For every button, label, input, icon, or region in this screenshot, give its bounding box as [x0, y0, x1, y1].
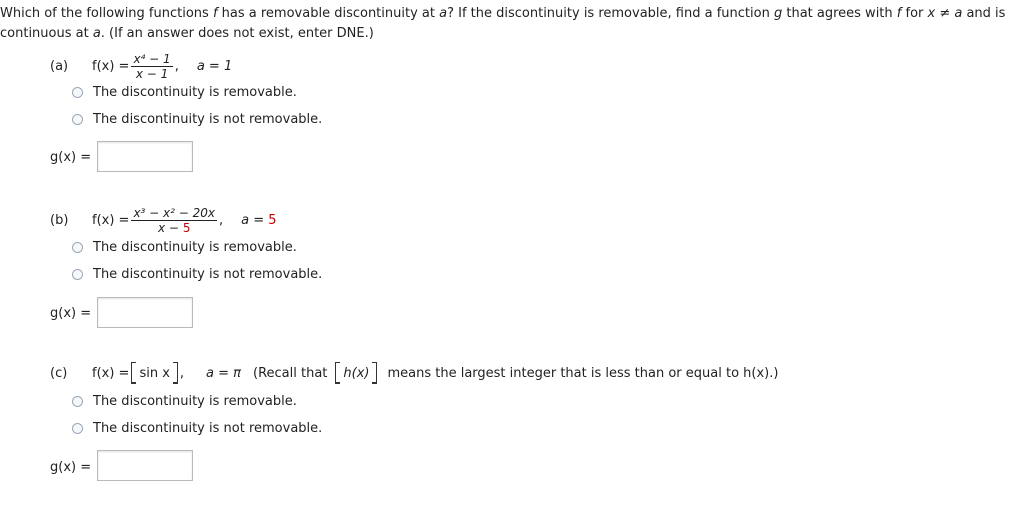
- radio-button[interactable]: [72, 396, 83, 407]
- floor-inner: sin x: [139, 365, 170, 381]
- part-b-label: (b): [50, 213, 69, 228]
- floor-inner: h(x): [343, 365, 370, 381]
- option-label: The discontinuity is not removable.: [93, 112, 323, 127]
- radio-button[interactable]: [72, 269, 83, 280]
- part-a-label: (a): [50, 59, 69, 74]
- part-b-option-removable[interactable]: [72, 240, 297, 255]
- part-a-option-removable[interactable]: [72, 85, 297, 100]
- part-c-comma: ,: [179, 365, 185, 381]
- part-b-fraction: [131, 206, 217, 235]
- recall-suffix: means the largest integer that is less than or equal to h(x).): [387, 365, 779, 381]
- radio-button[interactable]: [72, 242, 83, 253]
- part-a-function: [50, 52, 232, 81]
- part-b-numerator: x³ − x² − 20x: [133, 206, 216, 220]
- recall-prefix: (Recall that: [253, 365, 328, 381]
- part-c-g-input[interactable]: [97, 450, 193, 481]
- radio-button[interactable]: [72, 423, 83, 434]
- option-label: The discontinuity is removable.: [93, 85, 297, 100]
- part-b-fx: f(x) =: [92, 213, 130, 228]
- part-c-option-removable[interactable]: [72, 394, 297, 409]
- part-a-g-label: g(x) =: [50, 150, 92, 165]
- part-a-g-input[interactable]: [97, 141, 193, 172]
- part-b-a-value: a = 5: [241, 213, 277, 228]
- option-label: The discontinuity is not removable.: [93, 267, 323, 282]
- part-a-denominator: x − 1: [135, 67, 169, 81]
- part-a-a-value: a = 1: [196, 59, 233, 74]
- part-c-option-not-removable[interactable]: [72, 421, 322, 436]
- part-a-fraction: [131, 52, 172, 81]
- part-c-fx: f(x) =: [92, 365, 130, 381]
- radio-button[interactable]: [72, 114, 83, 125]
- part-b-g-input[interactable]: [97, 297, 193, 328]
- part-b-option-not-removable[interactable]: [72, 267, 322, 282]
- option-label: The discontinuity is not removable.: [93, 421, 323, 436]
- part-c-g-label: g(x) =: [50, 460, 92, 475]
- option-label: The discontinuity is removable.: [93, 394, 297, 409]
- part-b-function: [50, 206, 277, 235]
- radio-button[interactable]: [72, 87, 83, 98]
- part-c-label: (c): [50, 365, 68, 381]
- part-b-denominator: x − 5: [158, 221, 191, 235]
- floor-bracket: [131, 362, 177, 384]
- part-b-g-label: g(x) =: [50, 306, 92, 321]
- part-a-fx: f(x) =: [92, 59, 130, 74]
- part-a-numerator: x⁴ − 1: [133, 52, 171, 66]
- part-c-function: [50, 362, 778, 384]
- floor-bracket: [335, 362, 377, 384]
- option-label: The discontinuity is removable.: [93, 240, 297, 255]
- part-a-comma: ,: [174, 59, 179, 74]
- question-text: Which of the following functions f has a removable discontinuity at a? If the discontinuity is removable, find a function g that agrees with f for x ≠ a and is continuous at a. (If an answer does not exist, enter DNE.): [0, 6, 1006, 41]
- part-a-option-not-removable[interactable]: [72, 112, 322, 127]
- part-b-comma: ,: [219, 213, 224, 228]
- part-c-a-value: a = π: [206, 365, 241, 381]
